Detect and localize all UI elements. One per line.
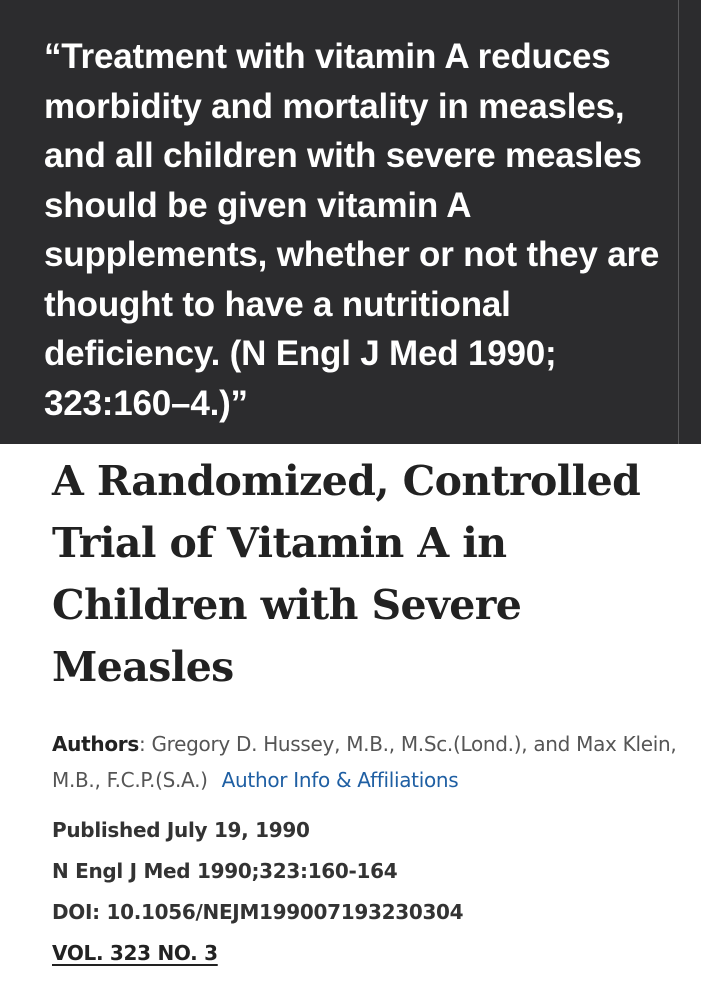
author-info-link[interactable]: Author Info & Affiliations [221,768,459,792]
banner-divider [678,0,679,444]
doi: DOI: 10.1056/NEJM199007193230304 [52,900,464,924]
authors-line [52,726,682,798]
publication-meta [52,810,682,974]
volume-issue-link[interactable]: VOL. 323 NO. 3 [52,941,218,965]
article-header [52,444,682,974]
journal-citation: N Engl J Med 1990;323:160-164 [52,859,398,883]
authors-names: Gregory D. Hussey, M.B., M.Sc.(Lond.), and Max Klein, M.B., F.C.P.(S.A.) [52,732,677,792]
article-title: A Randomized, Controlled Trial of Vitamin A in Children with Severe Measles [52,457,641,691]
published-date: Published July 19, 1990 [52,818,310,842]
quote-banner [0,0,701,444]
quote-text: “Treatment with vitamin A reduces morbidity and mortality in measles, and all children with severe measles should be given vitamin A supplements, whether or not they are thought to have a nutritional deficiency. (N Engl J Med 1990; 323:160–4.)” [44,37,660,423]
authors-label: Authors [52,732,139,756]
authors-separator: : [138,732,146,756]
